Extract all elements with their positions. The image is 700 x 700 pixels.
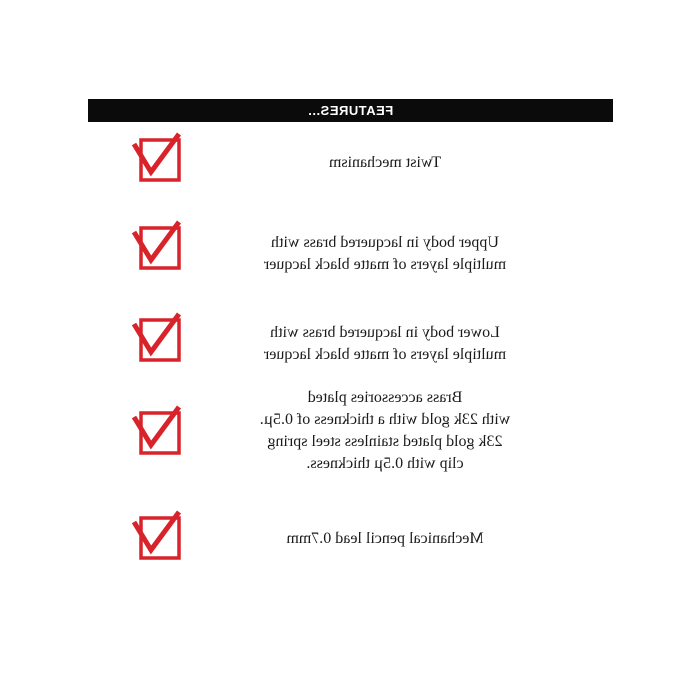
red-checkbox-icon: [131, 220, 186, 275]
feature-text: Twist mechanism: [328, 154, 442, 171]
features-heading: FEATURES...: [307, 103, 394, 118]
red-checkbox-icon: [131, 132, 186, 187]
feature-text: Brass accessories plated with 23k gold with a thickness of 0.5µ. 23k gold plated stainless steel spring clip with 0.5µ thickness.: [259, 389, 511, 472]
red-checkbox-icon: [131, 405, 186, 460]
feature-text: Upper body in lacquered brass with multiple layers of matte black lacquer: [263, 234, 507, 273]
red-checkbox-icon: [131, 312, 186, 367]
features-header-bar: [88, 99, 613, 122]
red-checkbox-icon: [131, 510, 186, 565]
feature-text: Mechanical pencil lead 0.7mm: [286, 530, 484, 547]
feature-text: Lower body in lacquered brass with multiple layers of matte black lacquer: [263, 324, 507, 363]
